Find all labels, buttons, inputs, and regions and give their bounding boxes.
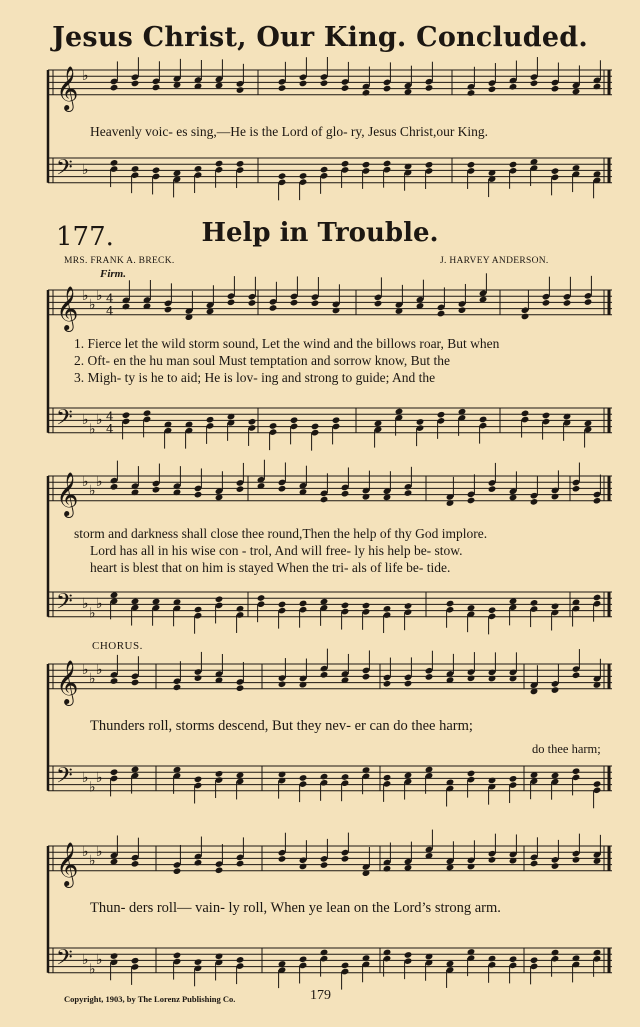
svg-text:𝄞: 𝄞: [56, 65, 79, 110]
lyric-verse2-line1: 2. Oft- en the hu man soul Must temptation and sorrow know, But the: [74, 353, 450, 368]
lyric-chorus-line2: Thun- ders roll— vain- ly roll, When ye lean on the Lord’s strong arm.: [90, 900, 501, 916]
svg-text:4: 4: [106, 303, 114, 318]
copyright-notice: Copyright, 1903, by The Lorenz Publishing Co.: [64, 994, 236, 1004]
tempo-marking: Firm.: [100, 268, 126, 280]
svg-text:𝄢: 𝄢: [56, 155, 73, 186]
svg-text:♭: ♭: [89, 779, 96, 796]
page-number: 179: [310, 988, 331, 1003]
composer-credit: J. HARVEY ANDERSON.: [440, 256, 549, 266]
svg-text:♭: ♭: [96, 412, 103, 429]
svg-text:4: 4: [106, 291, 114, 306]
svg-text:𝄢: 𝄢: [56, 589, 73, 620]
svg-text:♭: ♭: [82, 287, 89, 304]
svg-text:♭: ♭: [82, 412, 89, 429]
svg-text:♭: ♭: [82, 162, 89, 179]
svg-text:♭: ♭: [89, 853, 96, 870]
svg-text:♭: ♭: [82, 473, 89, 490]
svg-text:♭: ♭: [82, 596, 89, 613]
svg-text:♭: ♭: [96, 287, 103, 304]
svg-text:♭: ♭: [82, 843, 89, 860]
svg-text:𝄢: 𝄢: [56, 945, 73, 976]
svg-text:♭: ♭: [89, 421, 96, 438]
lyric-chorus-bass: do thee harm;: [532, 742, 601, 756]
concluded-title: Jesus Christ, Our King. Concluded.: [52, 22, 588, 53]
author-credit: MRS. FRANK A. BRECK.: [64, 256, 175, 266]
svg-text:♭: ♭: [82, 661, 89, 678]
svg-text:♭: ♭: [89, 961, 96, 978]
svg-text:♭: ♭: [89, 297, 96, 314]
svg-text:𝄞: 𝄞: [56, 659, 79, 704]
svg-text:𝄞: 𝄞: [56, 841, 79, 886]
svg-text:𝄞: 𝄞: [56, 285, 79, 330]
svg-text:♭: ♭: [96, 952, 103, 969]
lyric-verse3-line2: heart is blest that on him is stayed When the tri- als of life be- tide.: [90, 560, 451, 575]
svg-text:♭: ♭: [89, 483, 96, 500]
lyric-verse2-line2: Lord has all in his wise con - trol, And will free- ly his help be- stow.: [90, 543, 463, 558]
svg-text:4: 4: [106, 409, 114, 424]
svg-text:♭: ♭: [89, 671, 96, 688]
hymn-number: 177.: [56, 222, 114, 252]
hymn-title: Help in Trouble.: [201, 218, 439, 248]
svg-text:♭: ♭: [96, 596, 103, 613]
svg-text:♭: ♭: [82, 67, 89, 84]
svg-text:♭: ♭: [89, 605, 96, 622]
lyric-verse1-line1: 1. Fierce let the wild storm sound, Let the wind and the billows roar, But when: [74, 336, 500, 351]
svg-text:𝄞: 𝄞: [56, 471, 79, 516]
svg-text:𝄢: 𝄢: [56, 405, 73, 436]
lyric-chorus-line1: Thunders roll, storms descend, But they nev- er can do thee harm;: [90, 718, 473, 734]
svg-text:4: 4: [106, 421, 114, 436]
svg-text:♭: ♭: [82, 770, 89, 787]
svg-text:𝄢: 𝄢: [56, 763, 73, 794]
svg-text:♭: ♭: [96, 473, 103, 490]
lyric-verse3-line1: 3. Migh- ty is he to aid; He is lov- ing and strong to guide; And the: [74, 370, 436, 385]
svg-text:♭: ♭: [96, 770, 103, 787]
svg-text:♭: ♭: [96, 843, 103, 860]
chorus-label: CHORUS.: [92, 640, 143, 652]
svg-text:♭: ♭: [82, 952, 89, 969]
svg-text:♭: ♭: [96, 661, 103, 678]
lyric-concluded: Heavenly voic- es sing,—He is the Lord of glo- ry, Jesus Christ,our King.: [90, 124, 489, 139]
lyric-verse1-line2: storm and darkness shall close thee round,Then the help of thy God implore.: [74, 526, 488, 541]
